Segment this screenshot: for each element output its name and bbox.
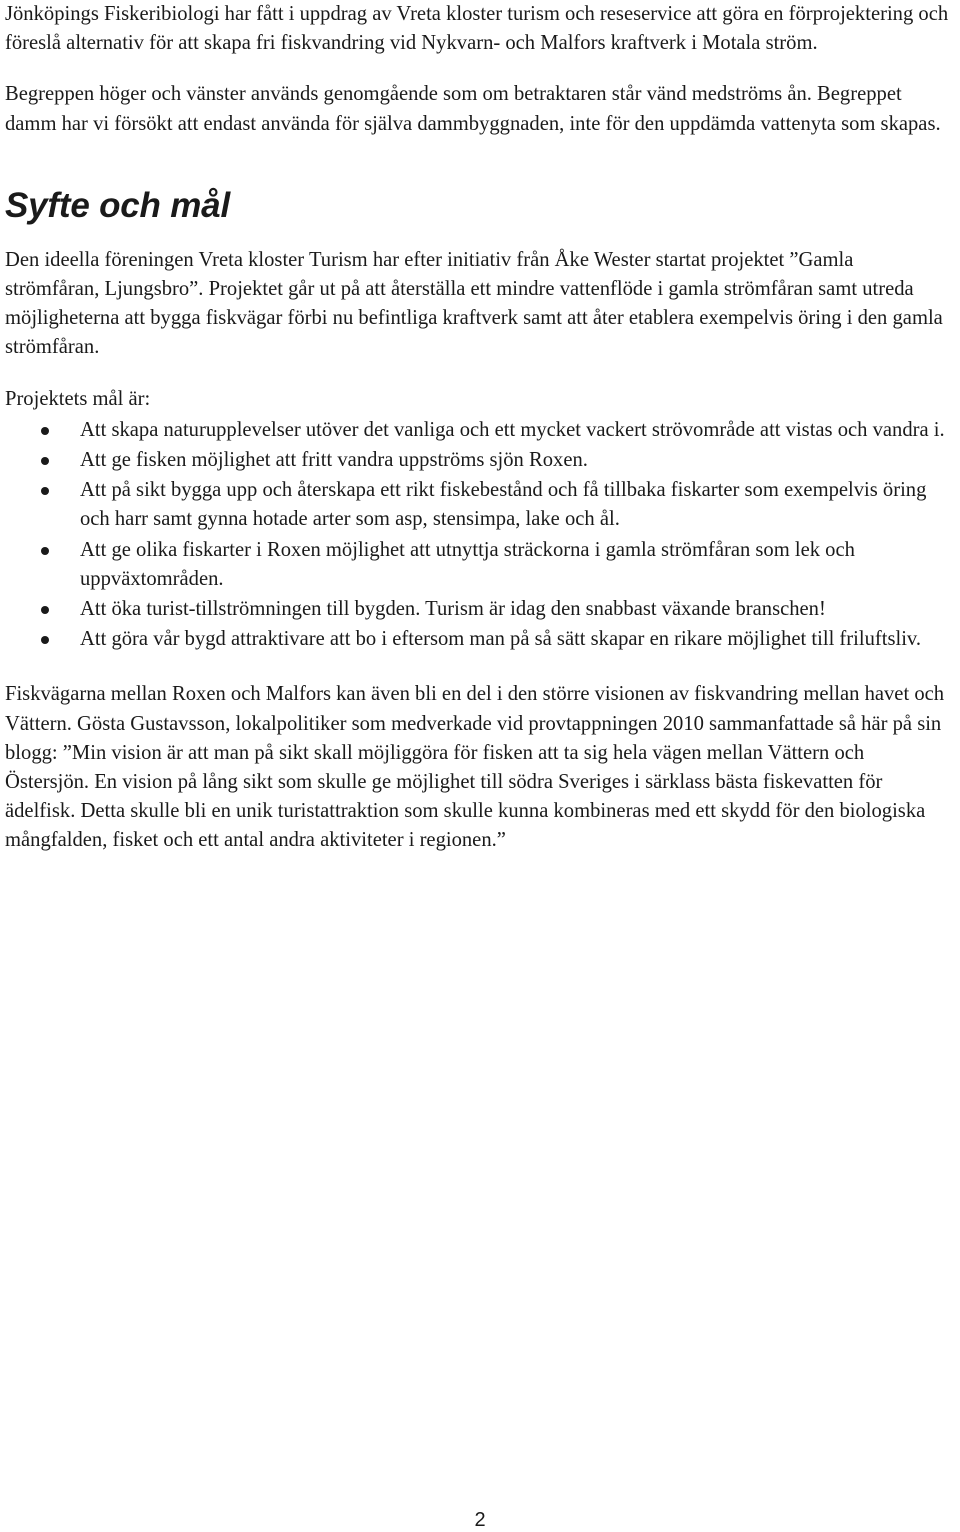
list-item-text: Att på sikt bygga upp och återskapa ett rikt fiskebestånd och få tillbaka fiskarter som exempelvis öring och harr samt gynna hotade arter som asp, stensimpa, lake och ål.: [80, 479, 927, 531]
list-item: [5, 625, 950, 654]
list-item-text: Att skapa naturupplevelser utöver det vanliga och ett mycket vackert strövområde att vistas och vandra i.: [80, 418, 945, 441]
bullet-icon: [41, 487, 49, 495]
bullet-icon: [41, 547, 49, 555]
list-item: [5, 416, 950, 445]
list-item-text: Att ge fisken möjlighet att fritt vandra uppströms sjön Roxen.: [80, 449, 588, 472]
list-item-text: Att öka turist-tillströmningen till bygden. Turism är idag den snabbast växande branschen!: [80, 598, 826, 621]
intro-paragraph: Jönköpings Fiskeribiologi har fått i uppdrag av Vreta kloster turism och reseservice att göra en förprojektering och föreslå alternativ för att skapa fri fiskvandring vid Nykvarn- och Malfors kraftverk i Motala ström.: [5, 3, 949, 55]
document-page: [5, 0, 950, 856]
goals-intro: Projektets mål är:: [5, 387, 151, 410]
purpose-paragraph: Den ideella föreningen Vreta kloster Turism har efter initiativ från Åke Wester startat projektet ”Gamla strömfåran, Ljungsbro”. Projektet går ut på att återställa ett mindre vattenflöde i gamla strömfåran samt utreda möjligheterna att bygga fiskvägar förbi nu befintliga kraftverk samt att åter etablera exempelvis öring i den gamla strömfåran.: [5, 248, 943, 359]
list-item: [5, 595, 950, 624]
bullet-icon: [41, 606, 49, 614]
terms-paragraph: Begreppen höger och vänster används genomgående som om betraktaren står vänd medströms ån. Begreppet damm har vi försökt att endast använda för själva dammbyggnaden, inte för den uppdämda vattenyta som skapas.: [5, 83, 941, 135]
page-number: 2: [474, 1509, 486, 1531]
list-item: [5, 476, 950, 534]
list-item-text: Att göra vår bygd attraktivare att bo i eftersom man på så sätt skapar en rikare möjlighet till friluftsliv.: [80, 628, 922, 651]
list-item: [5, 536, 950, 594]
section-heading: Syfte och mål: [5, 185, 230, 225]
bullet-icon: [41, 636, 49, 644]
bullet-icon: [41, 457, 49, 465]
goals-list: [5, 416, 950, 655]
bullet-icon: [41, 427, 49, 435]
vision-paragraph: Fiskvägarna mellan Roxen och Malfors kan även bli en del i den större visionen av fiskvandring mellan havet och Vättern. Gösta Gustavsson, lokalpolitiker som medverkade vid provtappningen 2010 sammanfattade så här på sin blogg: ”Min vision är att man på sikt skall möjliggöra för fisken att ta sig hela vägen mellan Vättern och Östersjön. En vision på lång sikt som skulle ge möjlighet till södra Sveriges i särklass bästa fiskevatten för ädelfisk. Detta skulle bli en unik turistattraktion som skulle kunna kombineras med ett skydd för den biologiska mångfalden, fisket och ett antal andra aktiviteter i regionen.”: [5, 683, 945, 852]
list-item: [5, 446, 950, 475]
list-item-text: Att ge olika fiskarter i Roxen möjlighet att utnyttja sträckorna i gamla strömfåran som lek och uppväxtområden.: [80, 538, 855, 590]
